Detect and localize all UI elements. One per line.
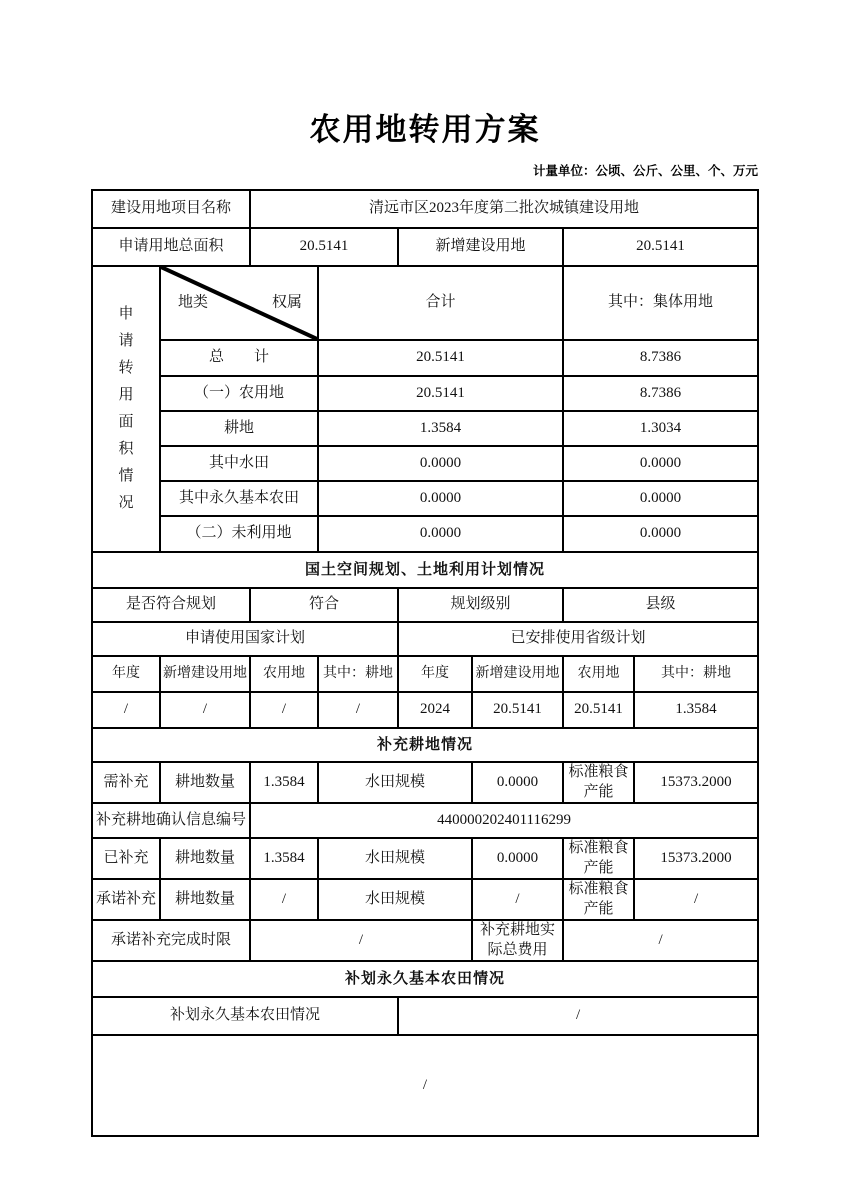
plan-value: / xyxy=(250,692,318,728)
basic-farmland-label: 补划永久基本农田情况 xyxy=(92,997,398,1035)
table-row xyxy=(92,446,758,481)
col-header-total: 合计 xyxy=(318,266,563,340)
table-row xyxy=(92,411,758,446)
deadline-value: / xyxy=(250,920,472,961)
plan-col-header: 新增建设用地 xyxy=(472,656,563,692)
planning-section-title: 国土空间规划、土地利用计划情况 xyxy=(92,552,758,588)
basic-farmland-value: / xyxy=(398,997,758,1035)
plan-value: 20.5141 xyxy=(472,692,563,728)
diagonal-header-cell xyxy=(160,266,318,340)
new-construction-label: 新增建设用地 xyxy=(398,228,563,266)
table-row xyxy=(92,622,758,656)
table-row xyxy=(92,692,758,728)
qty-value: / xyxy=(250,879,318,920)
page-title: 农用地转用方案 xyxy=(309,112,541,148)
paddy-label: 水田规模 xyxy=(318,879,472,920)
main-form-table xyxy=(91,189,759,1137)
supplement-section-title: 补充耕地情况 xyxy=(92,728,758,762)
conversion-row-total: 0.0000 xyxy=(318,481,563,516)
national-plan-label: 申请使用国家计划 xyxy=(92,622,398,656)
conversion-row-collective: 0.0000 xyxy=(563,481,758,516)
capacity-label: 标准粮食产能 xyxy=(563,879,634,920)
confirm-number-value: 440000202401116299 xyxy=(250,803,758,838)
conversion-row-label: （二）未利用地 xyxy=(160,516,318,552)
plan-value: 20.5141 xyxy=(563,692,634,728)
table-row xyxy=(92,588,758,622)
table-row xyxy=(92,997,758,1035)
deadline-label: 承诺补充完成时限 xyxy=(92,920,250,961)
table-row xyxy=(92,762,758,803)
conversion-row-collective: 0.0000 xyxy=(563,516,758,552)
qty-label: 耕地数量 xyxy=(160,879,250,920)
table-row xyxy=(92,803,758,838)
table-row xyxy=(92,516,758,552)
cost-label: 补充耕地实际总费用 xyxy=(472,920,563,961)
table-row xyxy=(92,838,758,879)
capacity-value: 15373.2000 xyxy=(634,762,758,803)
new-construction-value: 20.5141 xyxy=(563,228,758,266)
plan-col-header: 年度 xyxy=(92,656,160,692)
supplement-category: 已补充 xyxy=(92,838,160,879)
cost-value: / xyxy=(563,920,758,961)
unit-note: 计量单位：公顷、公斤、公里、个、万元 xyxy=(532,163,758,178)
plan-col-header: 农用地 xyxy=(563,656,634,692)
total-area-label: 申请用地总面积 xyxy=(92,228,250,266)
conversion-row-collective: 1.3034 xyxy=(563,411,758,446)
qty-label: 耕地数量 xyxy=(160,762,250,803)
conversion-row-collective: 8.7386 xyxy=(563,376,758,411)
table-row xyxy=(92,920,758,961)
paddy-label: 水田规模 xyxy=(318,838,472,879)
conversion-row-label: 耕地 xyxy=(160,411,318,446)
capacity-value: / xyxy=(634,879,758,920)
diag-landtype-label: 地类 xyxy=(178,294,209,311)
qty-value: 1.3584 xyxy=(250,762,318,803)
table-row xyxy=(92,961,758,997)
conversion-row-total: 0.0000 xyxy=(318,516,563,552)
basic-farmland-section-title: 补划永久基本农田情况 xyxy=(92,961,758,997)
paddy-value: / xyxy=(472,879,563,920)
conversion-row-collective: 0.0000 xyxy=(563,446,758,481)
conversion-row-total: 20.5141 xyxy=(318,340,563,376)
remark-cell: / xyxy=(92,1035,758,1136)
diag-ownership-label: 权属 xyxy=(272,294,303,311)
conversion-row-label: 其中永久基本农田 xyxy=(160,481,318,516)
supplement-category: 承诺补充 xyxy=(92,879,160,920)
conversion-row-label: 总 计 xyxy=(160,340,318,376)
paddy-label: 水田规模 xyxy=(318,762,472,803)
table-row xyxy=(92,728,758,762)
conversion-row-total: 20.5141 xyxy=(318,376,563,411)
table-row xyxy=(92,879,758,920)
table-row xyxy=(92,481,758,516)
supplement-category: 需补充 xyxy=(92,762,160,803)
capacity-label: 标准粮食产能 xyxy=(563,762,634,803)
paddy-value: 0.0000 xyxy=(472,762,563,803)
plan-level-value: 县级 xyxy=(563,588,758,622)
table-row xyxy=(92,340,758,376)
plan-value: 2024 xyxy=(398,692,472,728)
plan-col-header: 年度 xyxy=(398,656,472,692)
table-row xyxy=(92,190,758,228)
plan-value: / xyxy=(92,692,160,728)
conversion-side-label xyxy=(92,266,160,552)
capacity-value: 15373.2000 xyxy=(634,838,758,879)
table-row xyxy=(92,266,758,340)
confirm-number-label: 补充耕地确认信息编号 xyxy=(92,803,250,838)
table-row xyxy=(92,656,758,692)
table-row xyxy=(92,552,758,588)
project-name-value: 清远市区2023年度第二批次城镇建设用地 xyxy=(250,190,758,228)
conversion-row-label: （一）农用地 xyxy=(160,376,318,411)
conversion-row-total: 1.3584 xyxy=(318,411,563,446)
capacity-label: 标准粮食产能 xyxy=(563,838,634,879)
conversion-row-collective: 8.7386 xyxy=(563,340,758,376)
paddy-value: 0.0000 xyxy=(472,838,563,879)
plan-col-header: 其中：耕地 xyxy=(318,656,398,692)
plan-value: / xyxy=(160,692,250,728)
plan-col-header: 新增建设用地 xyxy=(160,656,250,692)
table-row xyxy=(92,228,758,266)
qty-value: 1.3584 xyxy=(250,838,318,879)
plan-col-header: 农用地 xyxy=(250,656,318,692)
plan-value: 1.3584 xyxy=(634,692,758,728)
plan-level-label: 规划级别 xyxy=(398,588,563,622)
compliance-value: 符合 xyxy=(250,588,398,622)
plan-col-header: 其中：耕地 xyxy=(634,656,758,692)
plan-value: / xyxy=(318,692,398,728)
table-row xyxy=(92,376,758,411)
conversion-side-label-text: 申请转用面积情况 xyxy=(118,306,134,511)
compliance-label: 是否符合规划 xyxy=(92,588,250,622)
conversion-row-label: 其中水田 xyxy=(160,446,318,481)
qty-label: 耕地数量 xyxy=(160,838,250,879)
col-header-collective: 其中：集体用地 xyxy=(563,266,758,340)
provincial-plan-label: 已安排使用省级计划 xyxy=(398,622,758,656)
total-area-value: 20.5141 xyxy=(250,228,398,266)
project-name-label: 建设用地项目名称 xyxy=(92,190,250,228)
table-row xyxy=(92,1035,758,1136)
conversion-row-total: 0.0000 xyxy=(318,446,563,481)
